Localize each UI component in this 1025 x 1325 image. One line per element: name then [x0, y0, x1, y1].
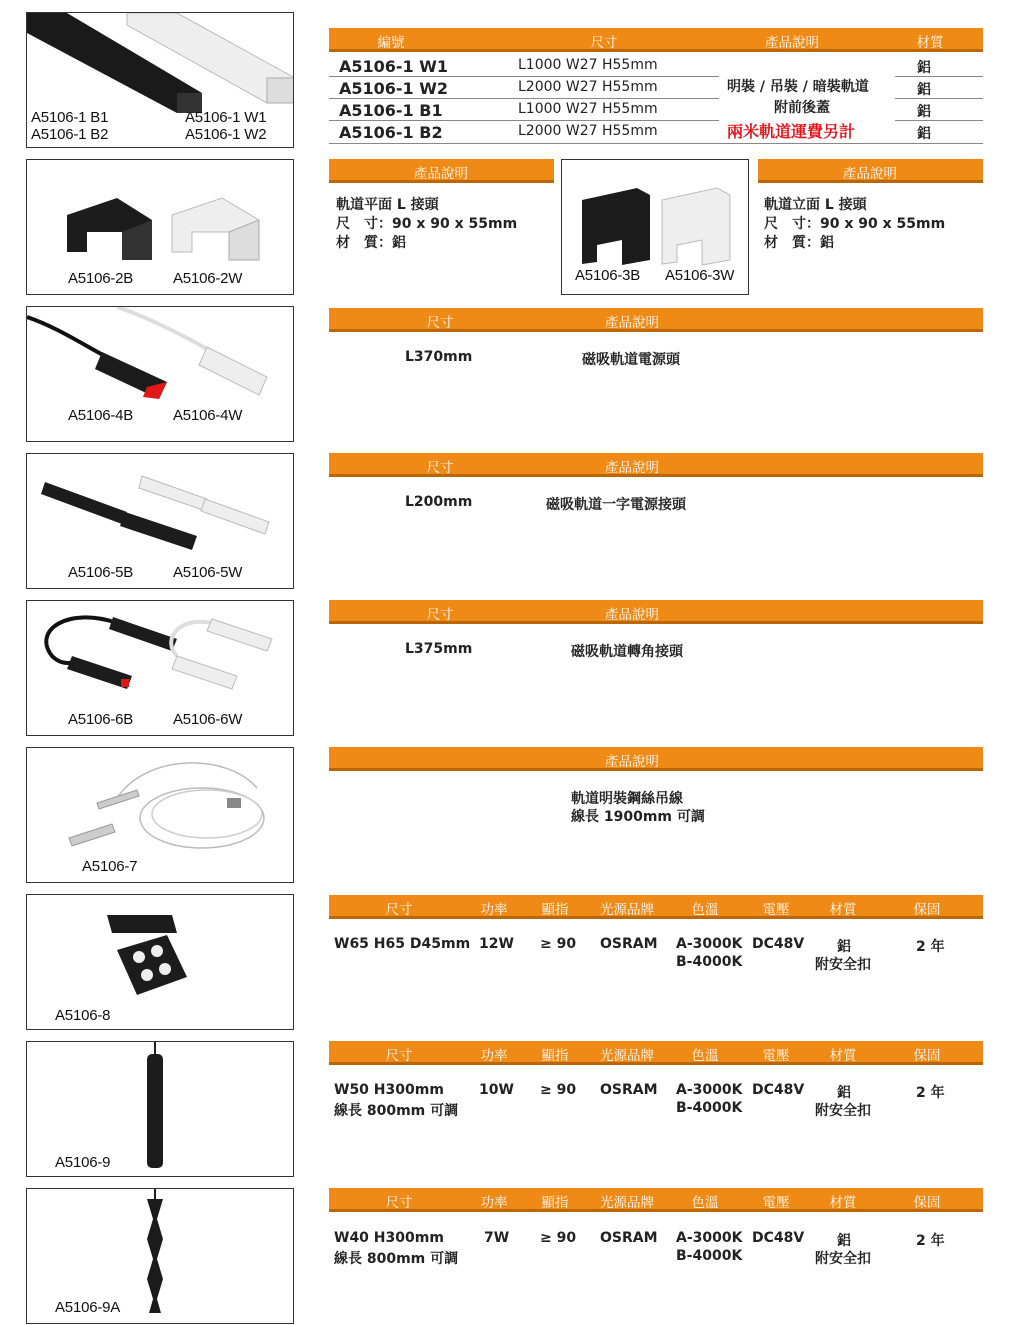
- image-label: A5106-1 W1: [185, 109, 267, 126]
- image-label: A5106-5B: [68, 564, 134, 581]
- header-brand: 光源品牌: [600, 1195, 654, 1211]
- header-size: 尺寸: [426, 460, 454, 476]
- size-value: L200mm: [405, 494, 473, 510]
- image-label: A5106-6W: [173, 711, 243, 728]
- product-image-a5106-4: [26, 306, 294, 442]
- material: 鋁: [917, 126, 931, 142]
- header-size: 尺寸: [385, 1048, 413, 1064]
- product-desc: 明裝 / 吊裝 / 暗裝軌道: [727, 79, 869, 95]
- spec-cct: A-3000K: [676, 936, 743, 952]
- image-label: A5106-2W: [173, 270, 243, 287]
- row-divider: [329, 120, 719, 121]
- table-header-row6: [329, 600, 983, 624]
- header-warranty: 保固: [913, 902, 941, 918]
- header-size: 尺寸: [426, 607, 454, 623]
- product-image-a5106-7: [26, 747, 294, 883]
- shipping-note: 兩米軌道運費另計: [727, 122, 856, 141]
- header-desc: 產品說明: [605, 315, 659, 331]
- spec-cct: A-3000K: [676, 1082, 743, 1098]
- row-divider: [895, 76, 983, 77]
- spec-header-row9: [329, 1041, 983, 1065]
- spec-power: 7W: [484, 1230, 510, 1246]
- product-image-a5106-3: [561, 159, 749, 295]
- row-divider: [895, 120, 983, 121]
- material: 鋁: [917, 104, 931, 120]
- header-cri: 顯指: [541, 902, 569, 918]
- spec-power: 12W: [479, 936, 514, 952]
- spec-brand: OSRAM: [600, 936, 658, 952]
- spec-material: 附安全扣: [815, 1103, 871, 1119]
- desc-line: 軌道明裝鋼絲吊線: [571, 791, 683, 807]
- table-header-row2-right: [758, 159, 983, 183]
- image-label: A5106-9A: [55, 1299, 121, 1316]
- spec-voltage: DC48V: [752, 1082, 805, 1098]
- image-label: A5106-9: [55, 1154, 111, 1171]
- image-label: A5106-4W: [173, 407, 243, 424]
- spec-material: 附安全扣: [815, 957, 871, 973]
- header-brand: 光源品牌: [600, 902, 654, 918]
- desc-value: 磁吸軌道轉角接頭: [571, 644, 683, 660]
- header-material: 材質: [829, 1195, 857, 1211]
- model-size: L1000 W27 H55mm: [518, 57, 658, 73]
- image-label: A5106-6B: [68, 711, 134, 728]
- header-warranty: 保固: [913, 1195, 941, 1211]
- model-size: L1000 W27 H55mm: [518, 101, 658, 117]
- header-voltage: 電壓: [762, 1195, 790, 1211]
- image-label: A5106-1 B2: [31, 126, 109, 143]
- spec-material: 鋁: [837, 1233, 851, 1249]
- spec-header-row9a: [329, 1188, 983, 1212]
- desc-line: 線長 1900mm 可調: [571, 809, 705, 825]
- spec-warranty: 2 年: [916, 1233, 945, 1249]
- desc-line: 軌道平面 L 接頭: [336, 197, 439, 213]
- spec-warranty: 2 年: [916, 939, 945, 955]
- model-code: A5106-1 B1: [339, 101, 443, 120]
- table-header-row1: [329, 28, 983, 52]
- spec-material: 鋁: [837, 939, 851, 955]
- header-cri: 顯指: [541, 1195, 569, 1211]
- spec-size: 線長 800mm 可調: [334, 1251, 459, 1267]
- header-size: 尺寸: [426, 315, 454, 331]
- row-divider: [329, 76, 719, 77]
- model-size: L2000 W27 H55mm: [518, 79, 658, 95]
- image-label: A5106-3B: [575, 267, 641, 284]
- size-value: L370mm: [405, 349, 473, 365]
- image-label: A5106-7: [82, 858, 138, 875]
- spec-power: 10W: [479, 1082, 514, 1098]
- product-image-a5106-8: [26, 894, 294, 1030]
- spec-cct: A-3000K: [676, 1230, 743, 1246]
- spec-material: 附安全扣: [815, 1251, 871, 1267]
- header-material: 材質: [916, 35, 944, 51]
- spec-size: W65 H65 D45mm: [334, 936, 471, 952]
- suspension-wire-image: [27, 748, 294, 883]
- desc-value: 磁吸軌道一字電源接頭: [546, 497, 686, 513]
- spec-warranty: 2 年: [916, 1085, 945, 1101]
- desc-value: 磁吸軌道電源頭: [582, 352, 680, 368]
- table-header-row7: [329, 747, 983, 771]
- spec-brand: OSRAM: [600, 1230, 658, 1246]
- image-label: A5106-5W: [173, 564, 243, 581]
- spec-material: 鋁: [837, 1085, 851, 1101]
- spec-brand: OSRAM: [600, 1082, 658, 1098]
- header-power: 功率: [480, 1195, 508, 1211]
- size-value: L375mm: [405, 641, 473, 657]
- header-desc: 產品說明: [765, 35, 819, 51]
- header-size: 尺寸: [385, 1195, 413, 1211]
- header-desc: 產品說明: [605, 460, 659, 476]
- product-desc: 附前後蓋: [774, 100, 830, 116]
- table-header-row4: [329, 308, 983, 332]
- product-image-a5106-9: [26, 1041, 294, 1177]
- spec-voltage: DC48V: [752, 1230, 805, 1246]
- header-warranty: 保固: [913, 1048, 941, 1064]
- header-material: 材質: [829, 1048, 857, 1064]
- desc-line: 尺 寸：90 x 90 x 55mm: [336, 216, 518, 232]
- header-voltage: 電壓: [762, 902, 790, 918]
- header-power: 功率: [480, 902, 508, 918]
- spec-cct: B-4000K: [676, 954, 743, 970]
- spec-cct: B-4000K: [676, 1248, 743, 1264]
- desc-line: 尺 寸：90 x 90 x 55mm: [764, 216, 946, 232]
- product-image-a5106-2: [26, 159, 294, 295]
- spec-cri: ≥ 90: [540, 1082, 577, 1098]
- product-image-a5106-1: [26, 12, 294, 148]
- image-label: A5106-4B: [68, 407, 134, 424]
- material: 鋁: [917, 82, 931, 98]
- model-size: L2000 W27 H55mm: [518, 123, 658, 139]
- row-divider: [329, 98, 719, 99]
- header-size: 尺寸: [590, 35, 618, 51]
- header-cct: 色溫: [691, 902, 719, 918]
- table-header-row5: [329, 453, 983, 477]
- header-desc: 產品說明: [414, 166, 468, 182]
- material: 鋁: [917, 60, 931, 76]
- desc-line: 材 質：鋁: [336, 235, 406, 251]
- spec-size: 線長 800mm 可調: [334, 1103, 459, 1119]
- spec-cri: ≥ 90: [540, 1230, 577, 1246]
- product-image-a5106-6: [26, 600, 294, 736]
- spec-voltage: DC48V: [752, 936, 805, 952]
- header-material: 材質: [829, 902, 857, 918]
- header-power: 功率: [480, 1048, 508, 1064]
- header-cct: 色溫: [691, 1048, 719, 1064]
- model-code: A5106-1 W1: [339, 57, 449, 76]
- model-code: A5106-1 W2: [339, 79, 449, 98]
- product-image-a5106-5: [26, 453, 294, 589]
- header-size: 尺寸: [385, 902, 413, 918]
- desc-line: 材 質：鋁: [764, 235, 834, 251]
- spec-cct: B-4000K: [676, 1100, 743, 1116]
- header-cct: 色溫: [691, 1195, 719, 1211]
- spec-header-row8: [329, 895, 983, 919]
- row-divider: [329, 143, 983, 144]
- model-code: A5106-1 B2: [339, 123, 443, 142]
- header-brand: 光源品牌: [600, 1048, 654, 1064]
- header-desc: 產品說明: [605, 754, 659, 770]
- header-code: 編號: [377, 35, 405, 51]
- header-cri: 顯指: [541, 1048, 569, 1064]
- image-label: A5106-1 B1: [31, 109, 109, 126]
- image-label: A5106-2B: [68, 270, 134, 287]
- image-label: A5106-1 W2: [185, 126, 267, 143]
- header-voltage: 電壓: [762, 1048, 790, 1064]
- product-image-a5106-9a: [26, 1188, 294, 1324]
- header-desc: 產品說明: [605, 607, 659, 623]
- image-label: A5106-8: [55, 1007, 111, 1024]
- image-label: A5106-3W: [665, 267, 735, 284]
- header-desc: 產品說明: [843, 166, 897, 182]
- desc-line: 軌道立面 L 接頭: [764, 197, 867, 213]
- row-divider: [895, 98, 983, 99]
- table-header-row2-left: [329, 159, 554, 183]
- spec-size: W50 H300mm: [334, 1082, 444, 1098]
- spec-size: W40 H300mm: [334, 1230, 444, 1246]
- spec-cri: ≥ 90: [540, 936, 577, 952]
